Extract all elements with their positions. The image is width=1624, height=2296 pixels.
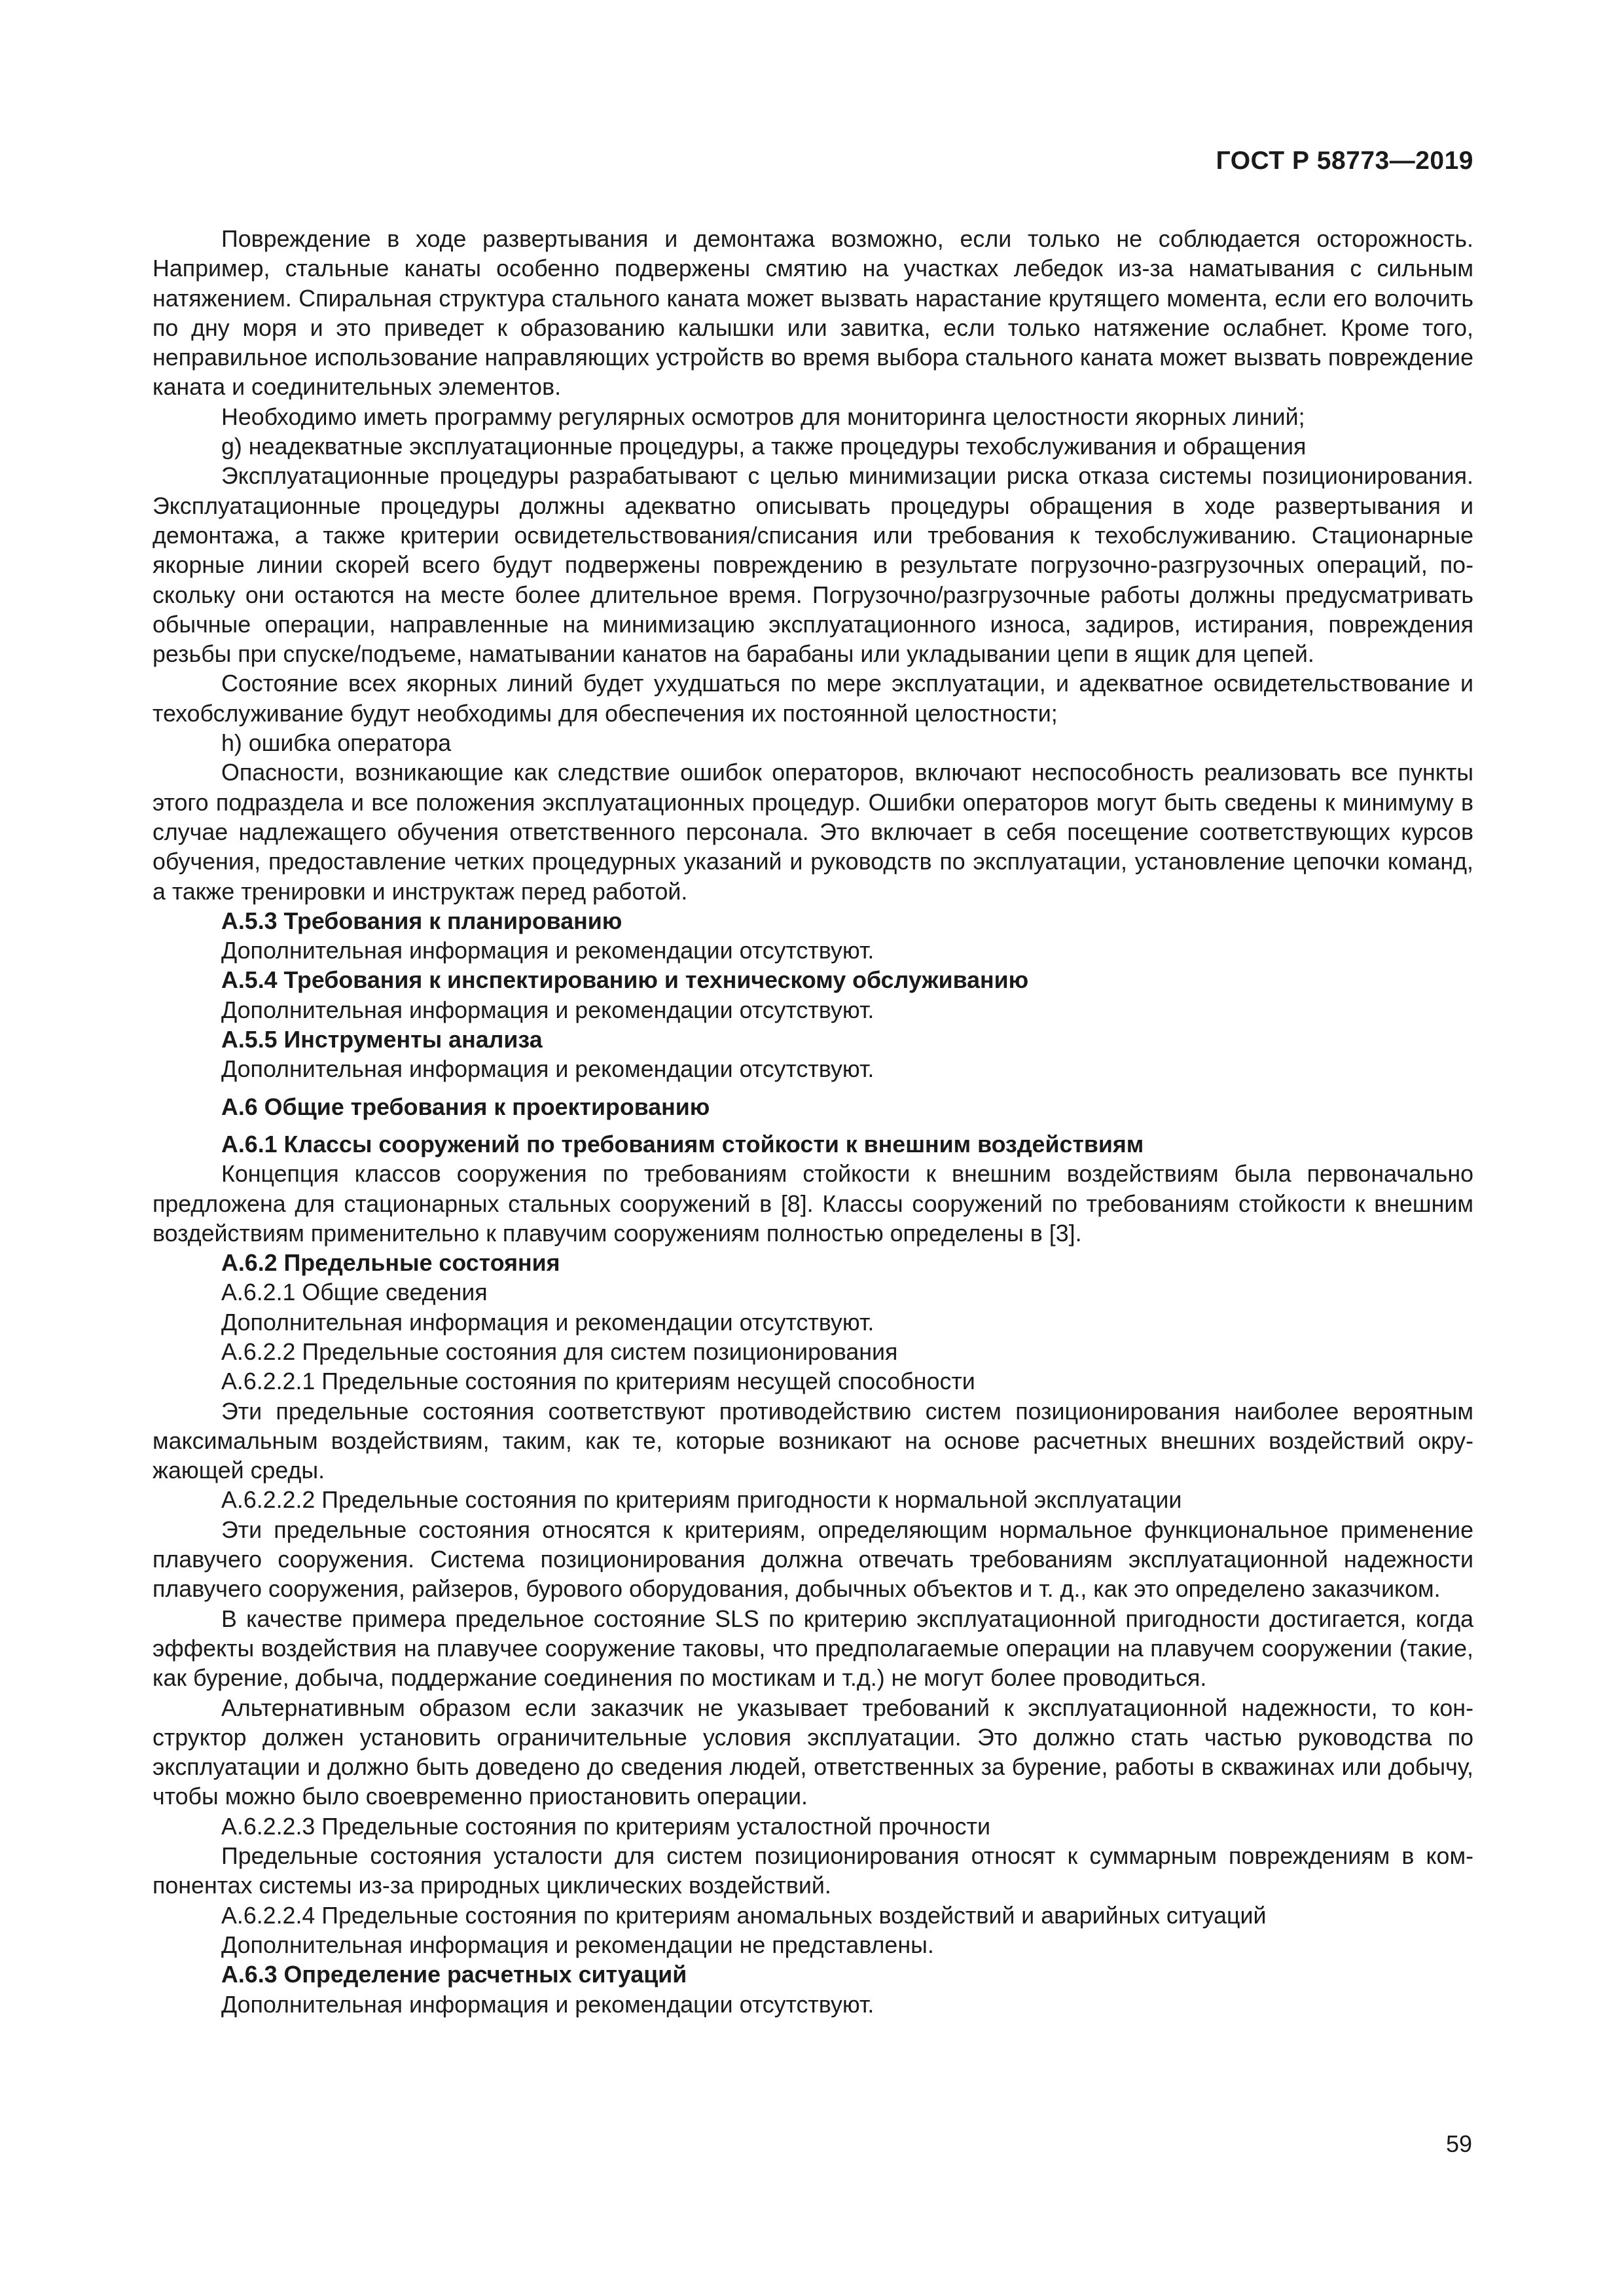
subheading-a6223: А.6.2.2.3 Предельные состояния по критериям усталостной прочности: [221, 1813, 990, 1840]
heading-a54: А.5.4 Требования к инспектированию и техническому обслуживанию: [221, 967, 1029, 994]
subheading-a621: А.6.2.1 Общие сведения: [221, 1279, 488, 1306]
paragraph-a6223: Предельные состояния усталости для систем позиционирования относят к суммарным повреждениям в компонентах системы из-за природных циклических воздействий.: [153, 1843, 1473, 1899]
paragraph-inspection-program: Необходимо иметь программу регулярных осмотров для мониторинга целостности якорных линий;: [221, 403, 1305, 430]
paragraph-operating-procedures: Эксплуатационные процедуры разрабатывают с целью минимизации риска отказа системы позиционирования. Эксплуатационные процедуры должны адекватно описывать процедуры обращения в ходе развертывания и демонтажа, а также критерии освидетельствования/списания или требования к техобслуживанию. Стационарные якорные линии скорей всего будут подвержены повреждению в результате погрузочно-разгрузочных операций, поскольку они остаются на месте более длительное время. Погрузочно/разгрузочные работы должны предусматривать обычные операции, направленные на минимизацию эксплуатационного износа, задиров, истирания, повреждения резьбы при спуске/подъеме, наматывании канатов на барабаны или укладывании цепи в ящик для цепей.: [153, 463, 1473, 668]
page-number: 59: [1445, 2130, 1472, 2157]
subheading-a6224: А.6.2.2.4 Предельные состояния по критериям аномальных воздействий и аварийных ситуаций: [221, 1902, 1267, 1929]
paragraph-operator-error: Опасности, возникающие как следствие ошибок операторов, включают неспособность реализовать все пункты этого подраздела и все положения эксплуатационных процедур. Ошибки операторов могут быть сведены к минимуму в случае надлежащего обучения ответственного персонала. Это включает в себя посещение соответствующих курсов обучения, предоставление четких процедурных указаний и руководств по эксплуатации, установление цепочки команд, а также тренировки и инструктаж перед работой.: [153, 759, 1473, 905]
paragraph-a63: Дополнительная информация и рекомендации отсутствуют.: [221, 1991, 875, 2018]
page-body: [153, 225, 1473, 2020]
document-header-id: ГОСТ Р 58773—2019: [1216, 147, 1473, 175]
paragraph-a54: Дополнительная информация и рекомендации отсутствуют.: [221, 996, 875, 1023]
paragraph-a55: Дополнительная информация и рекомендации отсутствуют.: [221, 1056, 875, 1083]
heading-a6: А.6 Общие требования к проектированию: [221, 1093, 710, 1120]
list-item-g: g) неадекватные эксплуатационные процедуры, а также процедуры техобслуживания и обращения: [221, 433, 1307, 460]
list-item-h: h) ошибка оператора: [221, 730, 452, 757]
paragraph-anchor-lines-condition: Состояние всех якорных линий будет ухудшаться по мере эксплуатации, и адекватное освидетельствование и техобслуживание будут необходимы для обеспечения их постоянной целостности;: [153, 670, 1473, 727]
paragraph-a61: Концепция классов сооружения по требованиям стойкости к внешним воздействиям была первоначально предложена для стационарных стальных сооружений в [8]. Классы сооружений по требованиям стойкости к внешним воздействиям применительно к плавучим сооружениям полностью определены в [3].: [153, 1161, 1473, 1247]
paragraph-a6222-1: Эти предельные состояния относятся к критериям, определяющим нормальное функциональное применение плавучего сооружения. Система позиционирования должна отвечать требованиям эксплуатационной надежности плавучего сооружения, райзеров, бурового оборудования, добычных объектов и т. д., как это определено заказчиком.: [153, 1516, 1473, 1603]
paragraph-a6222-3: Альтернативным образом если заказчик не указывает требований к эксплуатационной надежности, то конструктор должен установить ограничительные условия эксплуатации. Это должно стать частью руководства по эксплуатации и должно быть доведено до сведения людей, ответственных за бурение, работы в скважинах или добычу, чтобы можно было своевременно приостановить операции.: [153, 1694, 1473, 1810]
heading-a62: А.6.2 Предельные состояния: [221, 1250, 560, 1277]
paragraph-a6222-2: В качестве примера предельное состояние SLS по критерию эксплуатационной пригодности достигается, когда эффекты воздействия на плавучее сооружение таковы, что предполагаемые операции на плавучем сооружении (такие, как бурение, добыча, поддержание соединения по мостикам и т.д.) не могут более проводиться.: [153, 1605, 1473, 1692]
subheading-a6222: А.6.2.2.2 Предельные состояния по критериям пригодности к нормальной эксплуатации: [221, 1487, 1182, 1514]
paragraph-a621: Дополнительная информация и рекомендации отсутствуют.: [221, 1309, 875, 1336]
heading-a53: А.5.3 Требования к планированию: [221, 907, 623, 934]
paragraph-a6224: Дополнительная информация и рекомендации не представлены.: [221, 1931, 934, 1958]
paragraph-a53: Дополнительная информация и рекомендации отсутствуют.: [221, 938, 875, 964]
paragraph-a6221: Эти предельные состояния соответствуют противодействию систем позиционирования наиболее вероятным максимальным воздействиям, таким, как те, которые возникают на основе расчетных внешних воздействий окружающей среды.: [153, 1398, 1473, 1484]
subheading-a622: А.6.2.2 Предельные состояния для систем позиционирования: [221, 1338, 898, 1365]
paragraph-deployment-damage: Повреждение в ходе развертывания и демонтажа возможно, если только не соблюдается осторожность. Например, стальные канаты особенно подвержены смятию на участках лебедок из-за наматывания с сильным натяжением. Спиральная структура стального каната может вызвать нарастание крутящего момента, если его волочить по дну моря и это приведет к образованию калышки или завитка, если только натяжение ослабнет. Кроме того, неправильное использование направляющих устройств во время выбора стального каната может вызвать повреждение каната и соединительных элементов.: [153, 226, 1473, 401]
heading-a55: А.5.5 Инструменты анализа: [221, 1027, 543, 1053]
heading-a63: А.6.3 Определение расчетных ситуаций: [221, 1961, 687, 1988]
subheading-a6221: А.6.2.2.1 Предельные состояния по критериям несущей способности: [221, 1368, 975, 1395]
heading-a61: А.6.1 Классы сооружений по требованиям стойкости к внешним воздействиям: [221, 1131, 1144, 1157]
